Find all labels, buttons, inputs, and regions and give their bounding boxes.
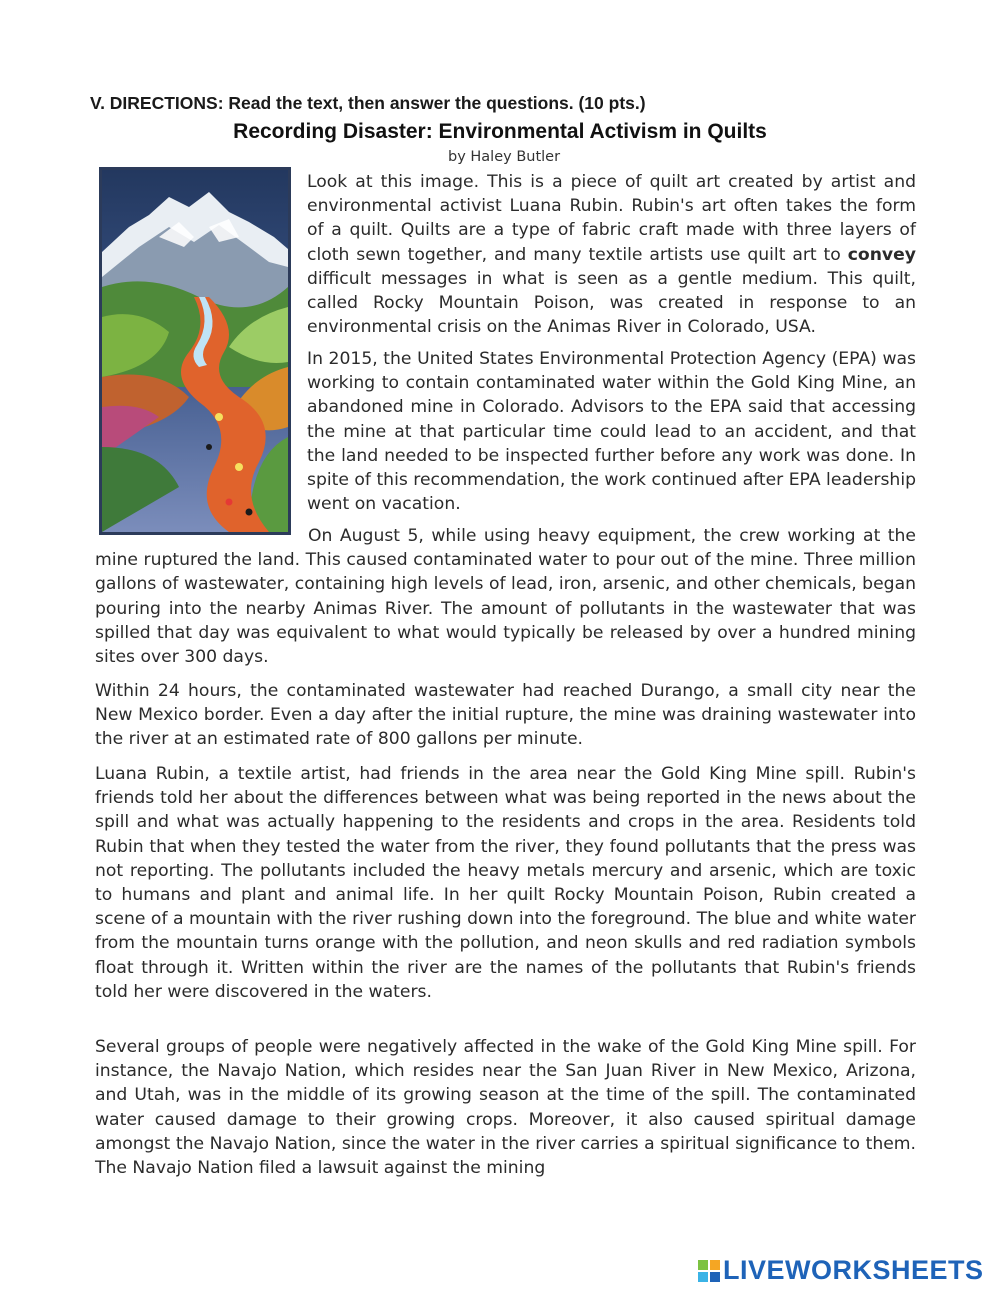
liveworksheets-logo[interactable]	[698, 1255, 984, 1286]
quilt-artwork-image	[99, 167, 291, 535]
paragraph-1	[307, 170, 916, 339]
directions-heading: V. DIRECTIONS: Read the text, then answer the questions. (10 pts.)	[90, 93, 646, 113]
paragraph-6: Several groups of people were negatively affected in the wake of the Gold King Mine spill. For instance, the Navajo Nation, which resides near the San Juan River in New Mexico, Arizona, and Utah, was in the middle of its growing season at the time of the spill. The contaminated water caused damage to their growing crops. Moreover, it also caused spiritual damage amongst the Navajo Nation, since the water in the river carries a spiritual significance to them. The Navajo Nation filed a lawsuit against the mining	[95, 1037, 916, 1179]
paragraph-3: On August 5, while using heavy equipment, the crew working at the mine ruptured the land. This caused contaminated water to pour out of the mine. Three million gallons of wastewater, containing high levels of lead, iron, arsenic, and other chemicals, began pouring into the nearby Animas River. The amount of pollutants in the wastewater that was spilled that day was equivalent to what would typically be released by over a hundred mining sites over 300 days.	[95, 526, 916, 668]
paragraph-1-text-a: Look at this image. This is a piece of quilt art created by artist and environmental activist Luana Rubin. Rubin's art often takes the form of a quilt. Quilts are a type of fabric craft made with three layers of cloth sewn together, and many textile artists use quilt art to	[307, 172, 916, 265]
quilt-skull-dot	[235, 463, 243, 471]
liveworksheets-logo-icon	[698, 1260, 720, 1282]
article-title: Recording Disaster: Environmental Activism in Quilts	[233, 120, 767, 143]
quilt-dark-dot	[246, 509, 253, 516]
paragraph-1-text-b: difficult messages in what is seen as a gentle medium. This quilt, called Rocky Mountain Poison, was created in response to an environmental crisis on the Animas River in Colorado, USA.	[307, 268, 916, 338]
quilt-dark-dot	[206, 444, 212, 450]
quilt-skull-dot	[215, 413, 223, 421]
liveworksheets-logo-text: LIVEWORKSHEETS	[723, 1255, 984, 1285]
keyword-convey: convey	[847, 244, 916, 265]
paragraph-2: In 2015, the United States Environmental Protection Agency (EPA) was working to contain contaminated water within the Gold King Mine, an abandoned mine in Colorado. Advisors to the EPA said that accessing the mine at that particular time could lead to an accident, and that the land needed to be inspected further before any work was done. In spite of this recommendation, the work continued after EPA leadership went on vacation.	[307, 349, 917, 515]
paragraph-4: Within 24 hours, the contaminated wastewater had reached Durango, a small city near the New Mexico border. Even a day after the initial rupture, the mine was draining wastewater into the river at an estimated rate of 800 gallons per minute.	[95, 681, 916, 750]
quilt-radiation-dot	[226, 499, 233, 506]
paragraph-5: Luana Rubin, a textile artist, had friends in the area near the Gold King Mine spill. Rubin's friends told her about the differences between what was being reported in the news about the spill and what was actually happening to the residents and crops in the area. Residents told Rubin that when they tested the water from the river, they found pollutants that the press was not reporting. The pollutants included the heavy metals mercury and arsenic, which are toxic to humans and plant and animal life. In her quilt Rocky Mountain Poison, Rubin created a scene of a mountain with the river rushing down into the foreground. The blue and white water from the mountain turns orange with the pollution, and neon skulls and red radiation symbols float through it. Written within the river are the names of the pollutants that Rubin's friends told her were discovered in the waters.	[95, 764, 916, 1002]
article-byline: by Haley Butler	[448, 149, 561, 165]
